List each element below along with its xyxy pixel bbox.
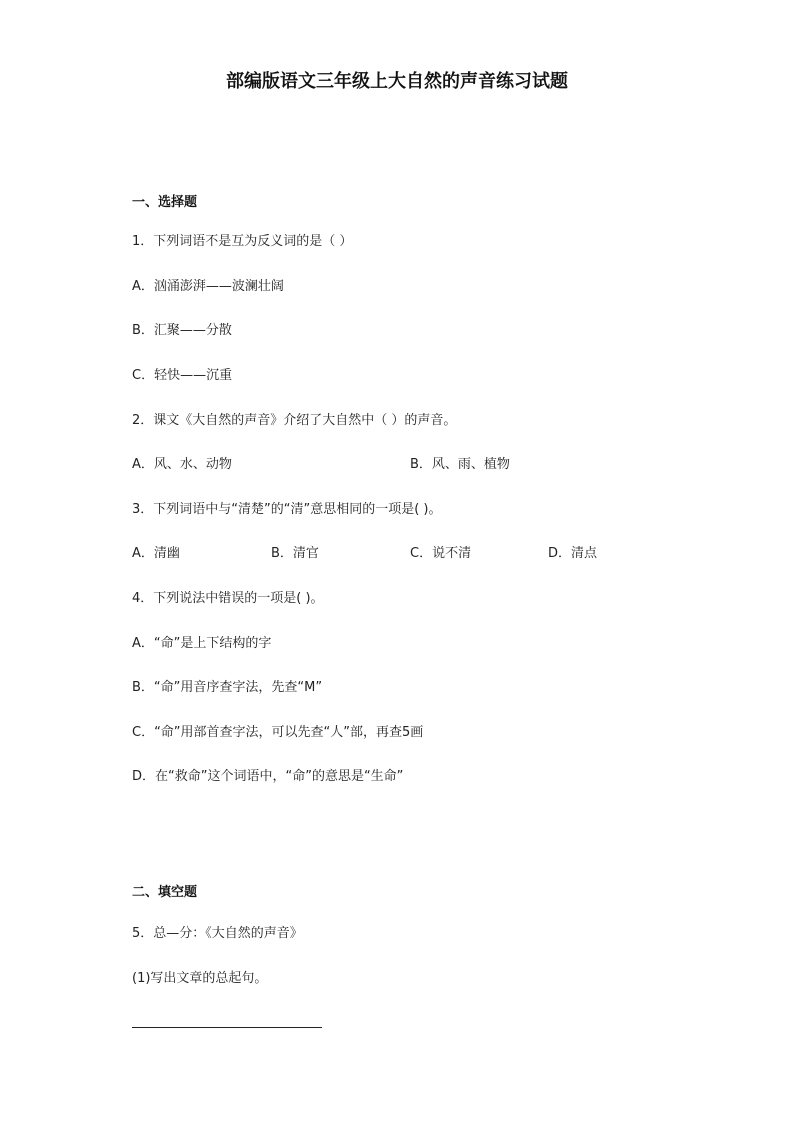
question-2-option-a: A．风、水、动物 xyxy=(132,457,232,472)
question-4-stem: 4．下列说法中错误的一项是( )。 xyxy=(132,591,324,606)
question-5-stem: 5．总—分：《大自然的声音》 xyxy=(132,926,303,941)
page-title: 部编版语文三年级上大自然的声音练习试题 xyxy=(226,71,568,92)
question-2-option-b: B．风、雨、植物 xyxy=(410,457,510,472)
question-3-option-b: B．清官 xyxy=(271,546,319,561)
question-4-option-a: A．“命”是上下结构的字 xyxy=(132,636,272,651)
question-3-option-c: C．说不清 xyxy=(410,546,472,561)
question-5-sub-1: (1)写出文章的总起句。 xyxy=(132,971,268,986)
question-3-option-d: D．清点 xyxy=(548,546,598,561)
question-1-option-a: A．汹涌澎湃——波澜壮阔 xyxy=(132,279,284,294)
question-4-option-d: D．在“救命”这个词语中，“命”的意思是“生命” xyxy=(132,769,404,784)
question-1-option-b: B．汇聚——分散 xyxy=(132,323,232,338)
question-1-option-c: C．轻快——沉重 xyxy=(132,368,233,383)
question-3-option-a: A．清幽 xyxy=(132,546,180,561)
question-4-option-c: C．“命”用部首查字法，可以先查“人”部，再查5画 xyxy=(132,725,424,740)
section-heading-fill: 二、填空题 xyxy=(132,885,198,900)
question-4-option-b: B．“命”用音序查字法，先查“M” xyxy=(132,680,323,695)
question-3-stem: 3．下列词语中与“清楚”的“清”意思相同的一项是( )。 xyxy=(132,502,442,517)
section-heading-choice: 一、选择题 xyxy=(132,195,198,210)
question-1-stem: 1．下列词语不是互为反义词的是（ ） xyxy=(132,234,353,249)
question-2-stem: 2．课文《大自然的声音》介绍了大自然中（ ）的声音。 xyxy=(132,413,457,428)
answer-blank-line[interactable] xyxy=(132,1027,322,1028)
